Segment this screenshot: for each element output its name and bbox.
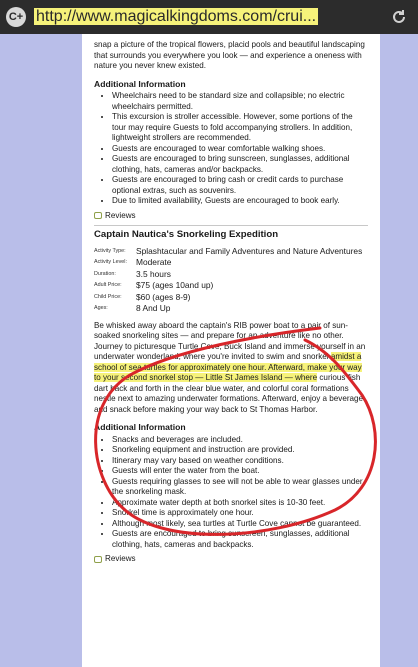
list-item: • Guests will enter the water from the boat. bbox=[112, 466, 368, 477]
list-item: • Itinerary may vary based on weather conditions. bbox=[112, 456, 368, 467]
reviews-icon bbox=[94, 556, 102, 563]
list-item: • Approximate water depth at both snorkel sites is 10-30 feet. bbox=[112, 498, 368, 509]
detail-value: 3.5 hours bbox=[136, 268, 171, 279]
excursion-description bbox=[94, 321, 368, 416]
list-item: • Snorkeling equipment and instruction are provided. bbox=[112, 445, 368, 456]
highlighted-text: amidst a school of sea turtles for approximately one hour. Afterward, make your way to your second snorkel stop — Little St James Island — where bbox=[94, 352, 362, 382]
url-field[interactable] bbox=[34, 8, 388, 26]
detail-label: Activity Level: bbox=[94, 259, 127, 265]
detail-label: Activity Type: bbox=[94, 247, 126, 254]
list-item: • Guests are encouraged to bring sunscreen, sunglasses, additional clothing, hats, cameras and backpacks. bbox=[112, 529, 368, 550]
list-item: • Although most likely, sea turtles at Turtle Cove cannot be guaranteed. bbox=[112, 519, 368, 530]
additional-info-list bbox=[94, 91, 368, 207]
detail-value: Moderate bbox=[136, 257, 172, 267]
list-item: • Wheelchairs need to be standard size and collapsible; no electric wheelchairs permitted. bbox=[112, 91, 368, 112]
detail-value: $60 (ages 8-9) bbox=[136, 291, 191, 302]
additional-info-list bbox=[94, 435, 368, 551]
divider bbox=[94, 225, 368, 226]
list-item: • Guests are encouraged to wear comfortable walking shoes. bbox=[112, 144, 368, 155]
detail-label: Ages: bbox=[94, 305, 108, 311]
list-item: • Due to limited availability, Guests are encouraged to book early. bbox=[112, 196, 368, 207]
reviews-link[interactable] bbox=[94, 211, 368, 222]
reviews-link[interactable] bbox=[94, 554, 368, 565]
reviews-label: Reviews bbox=[105, 210, 136, 220]
excursion-title: Captain Nautica's Snorkeling Expedition bbox=[94, 229, 279, 240]
list-item: • Guests are encouraged to bring sunscreen, sunglasses, additional clothing, hats, cameras and/or backpacks. bbox=[112, 154, 368, 175]
detail-value: $75 (ages 10and up) bbox=[136, 280, 214, 290]
browser-address-bar bbox=[0, 0, 418, 34]
detail-value: Splashtacular and Family Adventures and Nature Adventures bbox=[136, 245, 363, 256]
list-item: • Snorkel time is approximately one hour. bbox=[112, 508, 368, 519]
reviews-icon bbox=[94, 212, 102, 219]
detail-value: 8 And Up bbox=[136, 303, 171, 313]
reviews-label: Reviews bbox=[105, 554, 136, 563]
detail-label: Adult Price: bbox=[94, 282, 122, 288]
page-content bbox=[82, 34, 380, 667]
detail-label: Child Price: bbox=[94, 293, 122, 300]
list-item: • This excursion is stroller accessible. However, some portions of the tour may require Guests to fold accompanying strollers. In addition, lightweight strollers are recommended. bbox=[112, 112, 368, 144]
description-text: Be whisked away aboard the captain's RIB power boat to a pair of sun-soaked snorkeling sites — and prepare for an adventure like no other. Journey to picturesque Turtle Cove, Buck Island and immerse yourself in an underwater wonderland, where you're invited to swim and snorkel bbox=[94, 320, 366, 361]
reload-icon[interactable] bbox=[388, 6, 410, 28]
additional-info-heading: Additional Information bbox=[94, 78, 186, 89]
description-text: curious fish dart back and forth in the clear blue water, and colorful coral formations nestle next to amazing underwater formations. Afterward, enjoy a beverage and snack before making your way back to St Thomas Harbor. bbox=[94, 373, 364, 414]
list-item: • Guests are encouraged to bring cash or credit cards to purchase optional extras, such as souvenirs. bbox=[112, 175, 368, 196]
additional-info-heading: Additional Information bbox=[94, 422, 186, 432]
detail-label: Duration: bbox=[94, 270, 116, 277]
site-icon[interactable]: C+ bbox=[6, 7, 26, 27]
excursion-details bbox=[94, 246, 368, 314]
intro-paragraph: snap a picture of the tropical flowers, placid pools and beautiful landscaping that surrounds you everywhere you look — and experience a oneness with nature you never knew existed. bbox=[94, 40, 365, 70]
list-item: • Guests requiring glasses to see will not be able to wear glasses under the snorkeling mask. bbox=[112, 477, 368, 498]
url-text: http://www.magicalkingdoms.com/crui... bbox=[36, 8, 317, 25]
list-item: • Snacks and beverages are included. bbox=[112, 435, 368, 446]
